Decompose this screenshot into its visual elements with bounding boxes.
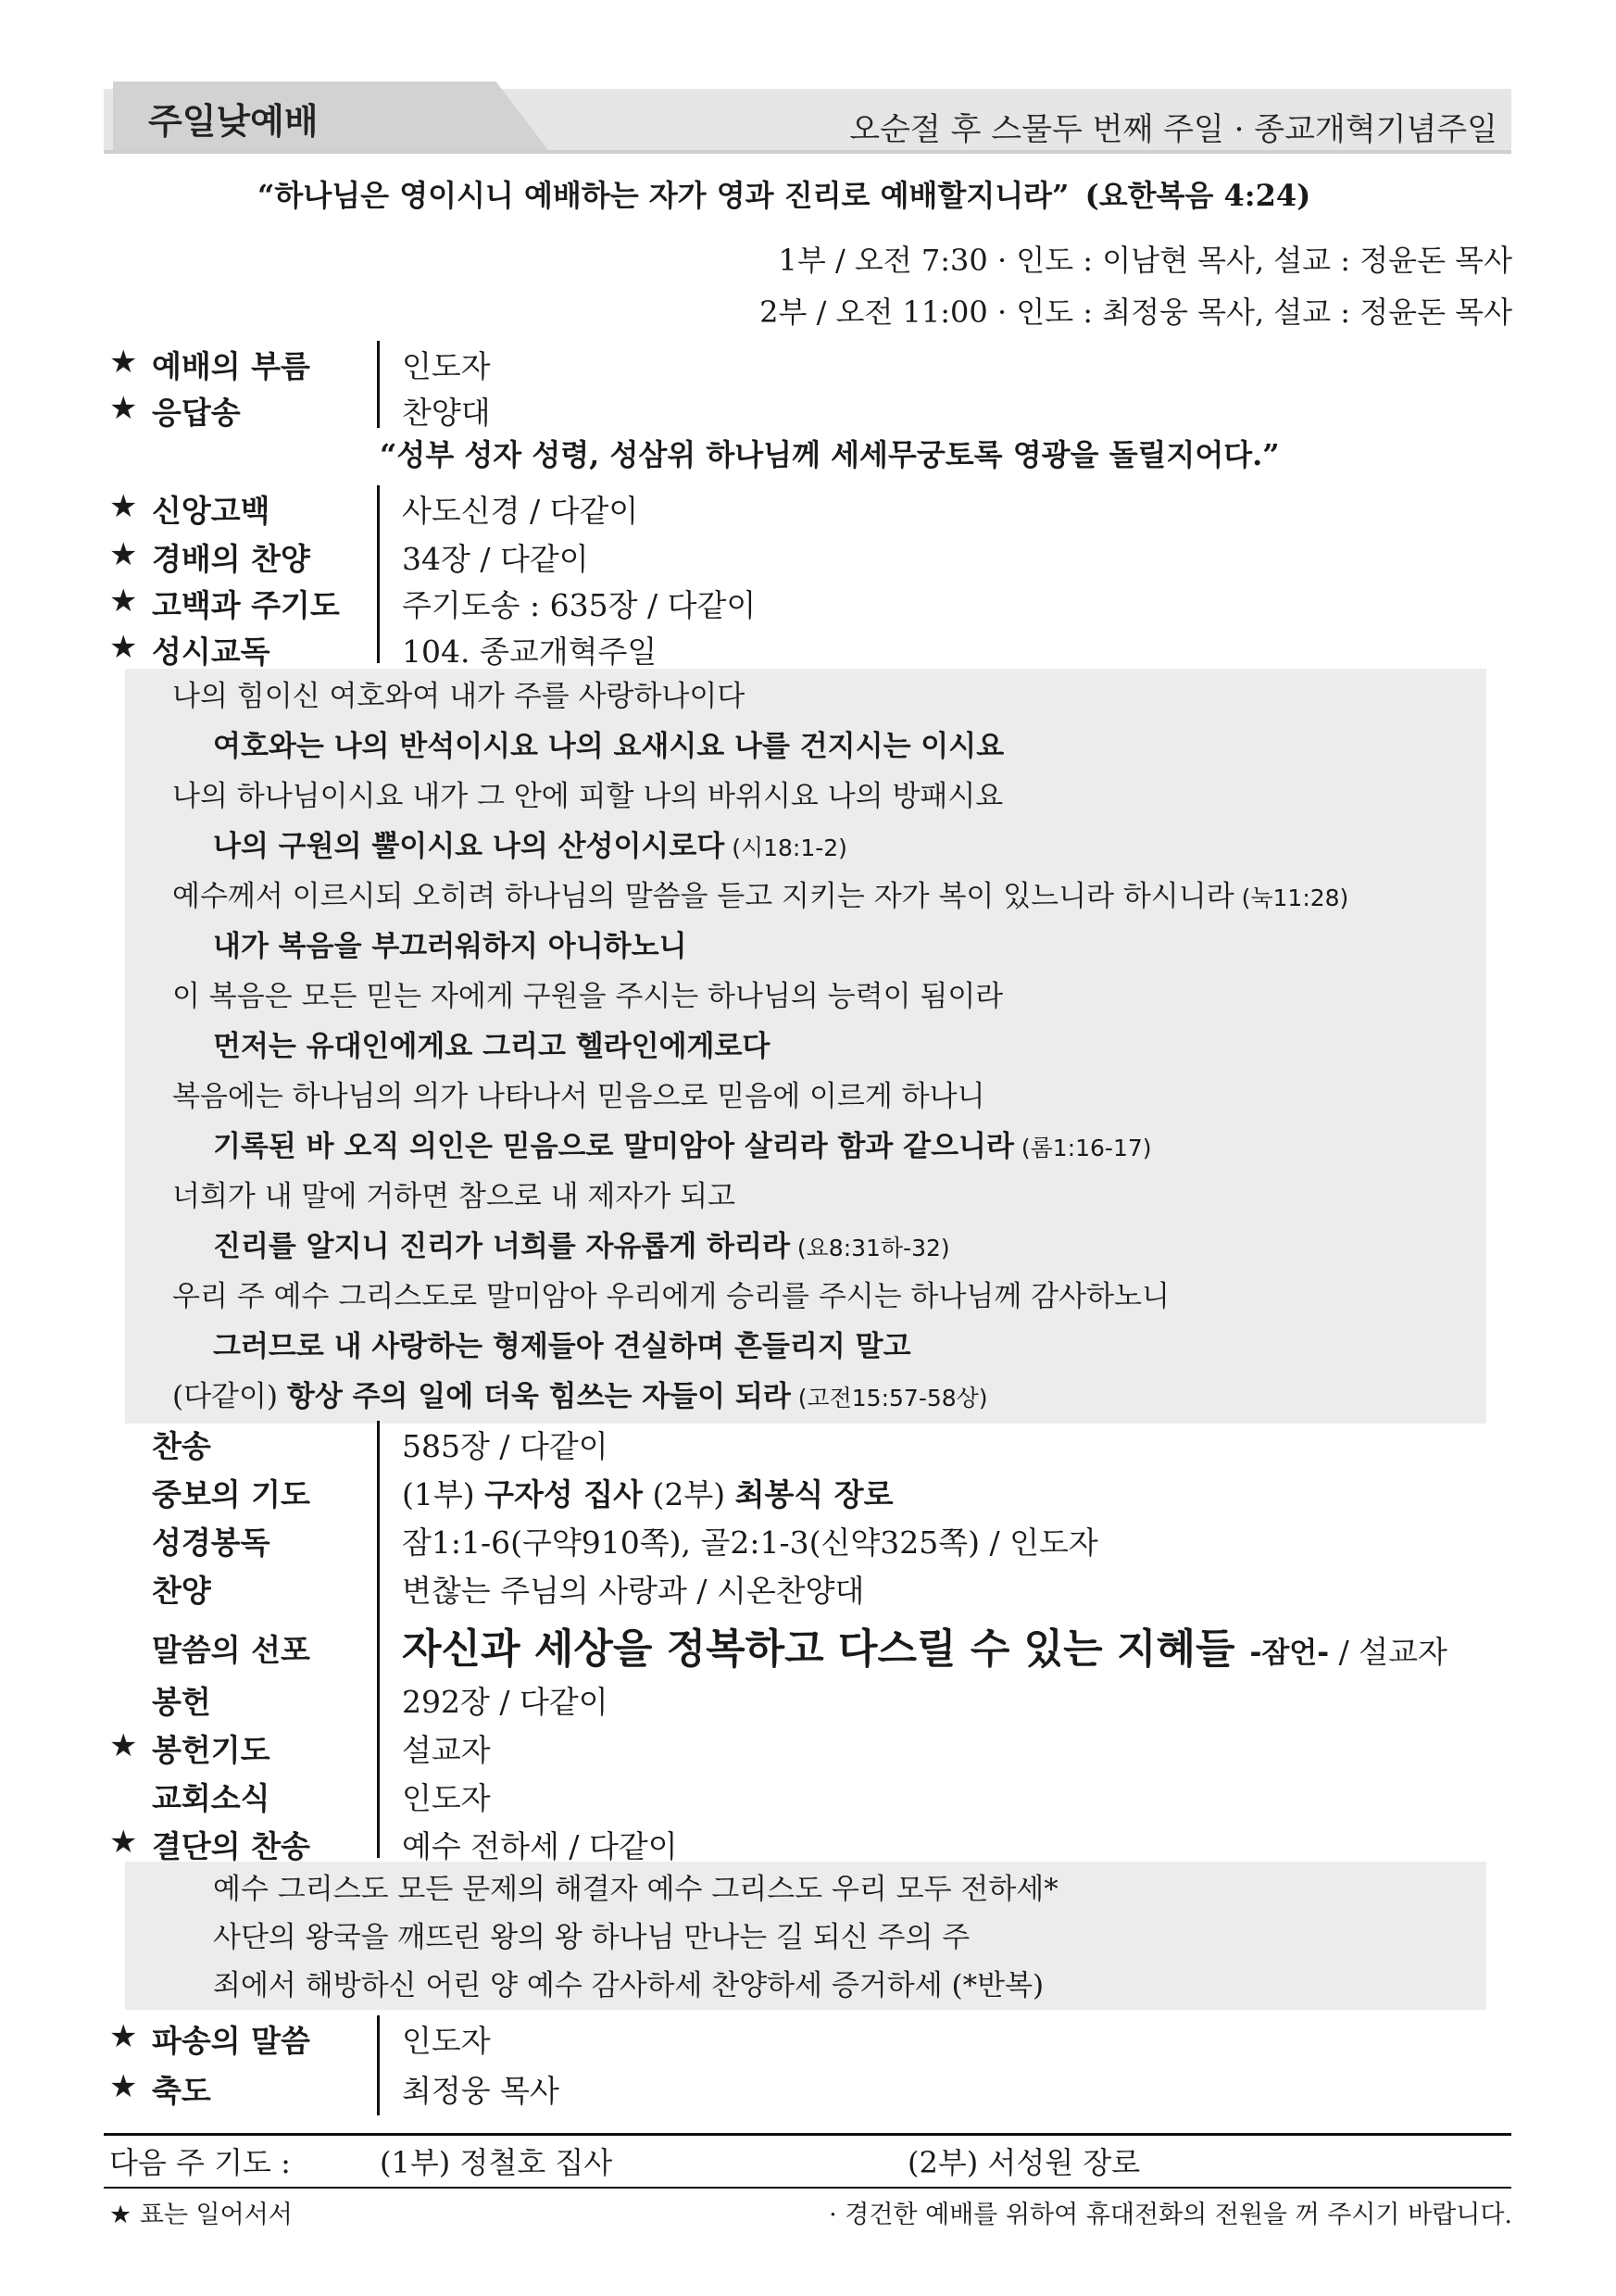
reading-text: 예수께서 이르시되 오히려 하나님의 말씀을 듣고 지키는 자가 복이 있느니라 하시니라 bbox=[172, 880, 1234, 913]
reading-ref: (롬1:16-17) bbox=[1013, 1135, 1152, 1161]
theme-quote: “하나님은 영이시니 예배하는 자가 영과 진리로 예배할지니라” bbox=[257, 178, 1070, 213]
order1-value-0: 인도자 bbox=[402, 348, 491, 384]
order2-value-4 bbox=[402, 1615, 1447, 1675]
order3-label-0: 파송의 말씀 bbox=[152, 2023, 310, 2059]
lyrics-line-2: 죄에서 해방하신 어린 양 예수 감사하세 찬양하세 증거하세 (*반복) bbox=[213, 1969, 1045, 2002]
reading-line-11 bbox=[213, 1223, 950, 1264]
reading-ref: (눅11:28) bbox=[1234, 885, 1349, 911]
theme-line bbox=[257, 172, 1310, 215]
reading-ref: (고전15:57-58상) bbox=[790, 1385, 988, 1411]
order1-value-4: 주기도송 : 635장 / 다같이 bbox=[402, 587, 757, 623]
order3-star-1: ★ bbox=[109, 2068, 138, 2105]
order1-star-5: ★ bbox=[109, 629, 138, 666]
order2-label-0: 찬송 bbox=[152, 1428, 211, 1464]
order2-value-5: 292장 / 다같이 bbox=[402, 1684, 608, 1720]
order1-label-0: 예배의 부름 bbox=[152, 348, 310, 384]
order1-star-2: ★ bbox=[109, 488, 138, 525]
order2-value-0: 585장 / 다같이 bbox=[402, 1428, 608, 1464]
order2-divider-0 bbox=[377, 1421, 380, 1858]
order2-label-4: 말씀의 선포 bbox=[152, 1632, 310, 1668]
reading-line-14 bbox=[172, 1373, 988, 1414]
reading-prefix: (다같이) bbox=[172, 1380, 287, 1413]
reading-line-5 bbox=[213, 922, 687, 964]
header-underline bbox=[104, 150, 1511, 154]
order1-star-1: ★ bbox=[109, 390, 138, 427]
order1-star-0: ★ bbox=[109, 344, 138, 381]
order2-label-6: 봉헌기도 bbox=[152, 1732, 270, 1768]
order2-star-8: ★ bbox=[109, 1824, 138, 1861]
order2-label-1: 중보의 기도 bbox=[152, 1476, 310, 1512]
order3-value-0: 인도자 bbox=[402, 2023, 491, 2059]
reading-line-0 bbox=[172, 672, 745, 714]
order2-value-3: 변찮는 주님의 사랑과 / 시온찬양대 bbox=[402, 1573, 865, 1609]
order1-value-5: 104. 종교개혁주일 bbox=[402, 634, 658, 670]
order1-star-3: ★ bbox=[109, 536, 138, 573]
order2-value-6: 설교자 bbox=[402, 1732, 491, 1768]
order3-star-0: ★ bbox=[109, 2018, 138, 2055]
reading-line-8 bbox=[172, 1073, 985, 1114]
order1-value-1: 찬양대 bbox=[402, 395, 491, 431]
theme-ref: (요한복음 4:24) bbox=[1084, 178, 1311, 213]
reading-text: 항상 주의 일에 더욱 힘쓰는 자들이 되라 bbox=[286, 1380, 791, 1413]
reading-text: 먼저는 유대인에게요 그리고 헬라인에게로다 bbox=[213, 1030, 770, 1063]
order3-divider-0 bbox=[377, 2015, 380, 2115]
reading-text: 그러므로 내 사랑하는 형제들아 견실하며 흔들리지 말고 bbox=[213, 1330, 911, 1363]
reading-text: 복음에는 하나님의 의가 나타나서 믿음으로 믿음에 이르게 하나니 bbox=[172, 1080, 985, 1113]
order2-label-7: 교회소식 bbox=[152, 1780, 270, 1816]
order1-label-4: 고백과 주기도 bbox=[152, 587, 340, 623]
reading-text: 나의 구원의 뿔이시요 나의 산성이시로다 bbox=[213, 830, 725, 863]
reading-line-6 bbox=[172, 972, 1003, 1014]
reading-line-4 bbox=[172, 872, 1348, 914]
lyrics-line-1: 사단의 왕국을 깨뜨린 왕의 왕 하나님 만나는 길 되신 주의 주 bbox=[213, 1921, 971, 1954]
order1-value-3: 34장 / 다같이 bbox=[402, 541, 589, 577]
reading-text: 여호와는 나의 반석이시요 나의 요새시요 나를 건지시는 이시요 bbox=[213, 730, 1005, 763]
reading-line-2 bbox=[172, 772, 1003, 814]
order2-value-2: 잠1:1-6(구약910쪽), 골2:1-3(신약325쪽) / 인도자 bbox=[402, 1524, 1098, 1561]
intercessor-part-1: 구자성 집사 bbox=[484, 1476, 644, 1512]
order2-label-8: 결단의 찬송 bbox=[152, 1828, 310, 1864]
order2-star-6: ★ bbox=[109, 1727, 138, 1764]
order2-label-5: 봉헌 bbox=[152, 1684, 211, 1720]
reading-text: 이 복음은 모든 믿는 자에게 구원을 주시는 하나님의 능력이 됨이라 bbox=[172, 980, 1004, 1013]
order1-label-5: 성시교독 bbox=[152, 634, 270, 670]
reading-line-1 bbox=[213, 722, 1004, 764]
reading-text: 나의 하나님이시요 내가 그 안에 피할 나의 바위시요 나의 방패시요 bbox=[172, 780, 1004, 813]
order2-value-7: 인도자 bbox=[402, 1780, 491, 1816]
order2-label-2: 성경봉독 bbox=[152, 1524, 270, 1561]
intercessor-part-0: (1부) bbox=[402, 1476, 485, 1512]
sermon-title: 자신과 세상을 정복하고 다스릴 수 있는 지혜들 bbox=[402, 1625, 1235, 1673]
page-title: 주일낮예배 bbox=[148, 101, 319, 142]
lyrics-line-0: 예수 그리스도 모든 문제의 해결자 예수 그리스도 우리 모두 전하세* bbox=[213, 1873, 1059, 1906]
order1-label-3: 경배의 찬양 bbox=[152, 541, 310, 577]
footer-rule-top bbox=[104, 2133, 1511, 2136]
order1-value-2: 사도신경 / 다같이 bbox=[402, 493, 639, 529]
footer-rule-bottom bbox=[104, 2187, 1511, 2189]
order2-value-1 bbox=[402, 1471, 894, 1514]
reading-text: 기록된 바 오직 의인은 믿음으로 말미암아 살리라 함과 같으니라 bbox=[213, 1130, 1014, 1163]
reading-line-13 bbox=[213, 1323, 911, 1364]
service-2: 2부 / 오전 11:00 · 인도 : 최정웅 목사, 설교 : 정윤돈 목사 bbox=[759, 295, 1512, 330]
order2-value-8: 예수 전하세 / 다같이 bbox=[402, 1828, 678, 1864]
reading-line-3 bbox=[213, 822, 847, 864]
star-note: ★ 표는 일어서서 bbox=[109, 2201, 293, 2229]
reading-text: 진리를 알지니 진리가 너희를 자유롭게 하리라 bbox=[213, 1230, 790, 1263]
reading-line-10 bbox=[172, 1173, 735, 1214]
reading-text: 우리 주 예수 그리스도로 말미암아 우리에게 승리를 주시는 하나님께 감사하노니 bbox=[172, 1280, 1170, 1313]
reading-ref: (시18:1-2) bbox=[724, 834, 847, 861]
reading-line-9 bbox=[213, 1123, 1152, 1164]
order1-divider-0 bbox=[377, 341, 380, 428]
reading-ref: (요8:31하-32) bbox=[789, 1235, 950, 1261]
reading-text: 내가 복음을 부끄러워하지 아니하노니 bbox=[213, 930, 687, 963]
order1-divider-1 bbox=[377, 485, 380, 663]
next-prayer-label: 다음 주 기도 : bbox=[109, 2145, 291, 2180]
phone-note: · 경건한 예배를 위하여 휴대전화의 전원을 꺼 주시기 바랍니다. bbox=[829, 2201, 1512, 2229]
reading-line-7 bbox=[213, 1023, 770, 1064]
sermon-preacher: / 설교자 bbox=[1329, 1634, 1447, 1670]
page-subtitle: 오순절 후 스물두 번째 주일 · 종교개혁기념주일 bbox=[849, 111, 1497, 148]
order1-star-4: ★ bbox=[109, 583, 138, 620]
order1-label-2: 신앙고백 bbox=[152, 493, 270, 529]
order1-label-1: 응답송 bbox=[152, 395, 241, 431]
intercessor-part-3: 최봉식 장로 bbox=[734, 1476, 894, 1512]
order3-label-1: 축도 bbox=[152, 2073, 211, 2109]
next-prayer-second: (2부) 서성원 장로 bbox=[908, 2145, 1141, 2180]
next-prayer-first: (1부) 정철호 집사 bbox=[380, 2145, 613, 2180]
response-quote: “성부 성자 성령, 성삼위 하나님께 세세무궁토록 영광을 돌릴지어다.” bbox=[380, 437, 1280, 472]
intercessor-part-2: (2부) bbox=[643, 1476, 735, 1512]
sermon-book: -잠언- bbox=[1249, 1637, 1330, 1670]
service-1: 1부 / 오전 7:30 · 인도 : 이남현 목사, 설교 : 정윤돈 목사 bbox=[778, 243, 1512, 278]
reading-text: 나의 힘이신 여호와여 내가 주를 사랑하나이다 bbox=[172, 680, 745, 713]
order2-label-3: 찬양 bbox=[152, 1573, 211, 1609]
reading-line-12 bbox=[172, 1273, 1170, 1314]
reading-text: 너희가 내 말에 거하면 참으로 내 제자가 되고 bbox=[172, 1180, 736, 1213]
order3-value-1: 최정웅 목사 bbox=[402, 2073, 559, 2109]
